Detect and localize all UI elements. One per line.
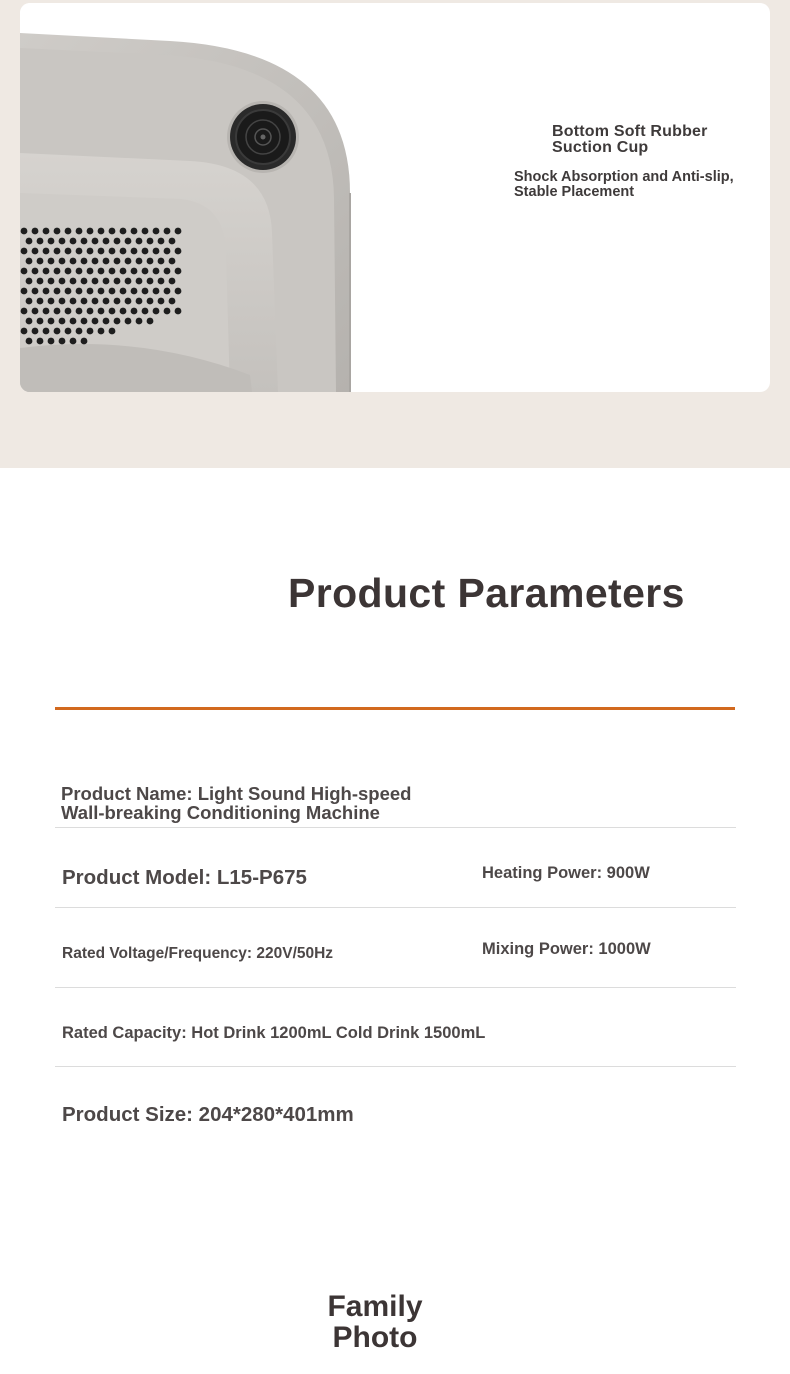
heading-divider xyxy=(55,707,735,710)
product-model: Product Model: L15-P675 xyxy=(62,866,307,889)
row-divider xyxy=(55,907,736,908)
mixing-power: Mixing Power: 1000W xyxy=(482,940,651,958)
product-name: Product Name: Light Sound High-speed Wall-breaking Conditioning Machine xyxy=(61,783,412,823)
row-divider xyxy=(55,987,736,988)
feature-band xyxy=(0,0,790,468)
feature-description: Shock Absorption and Anti-slip, Stable Placement xyxy=(514,169,734,200)
rated-voltage-frequency: Rated Voltage/Frequency: 220V/50Hz xyxy=(62,945,334,962)
heating-power: Heating Power: 900W xyxy=(482,864,650,882)
product-parameters-heading: Product Parameters xyxy=(288,570,685,616)
product-base-photo xyxy=(20,3,360,392)
row-divider xyxy=(55,827,736,828)
family-photo-heading: Family Photo xyxy=(327,1290,423,1354)
feature-card xyxy=(20,3,770,392)
rated-capacity: Rated Capacity: Hot Drink 1200mL Cold Drink 1500mL xyxy=(62,1024,486,1042)
feature-title: Bottom Soft Rubber Suction Cup xyxy=(552,123,708,156)
row-divider xyxy=(55,1066,736,1067)
product-size: Product Size: 204*280*401mm xyxy=(62,1103,354,1126)
